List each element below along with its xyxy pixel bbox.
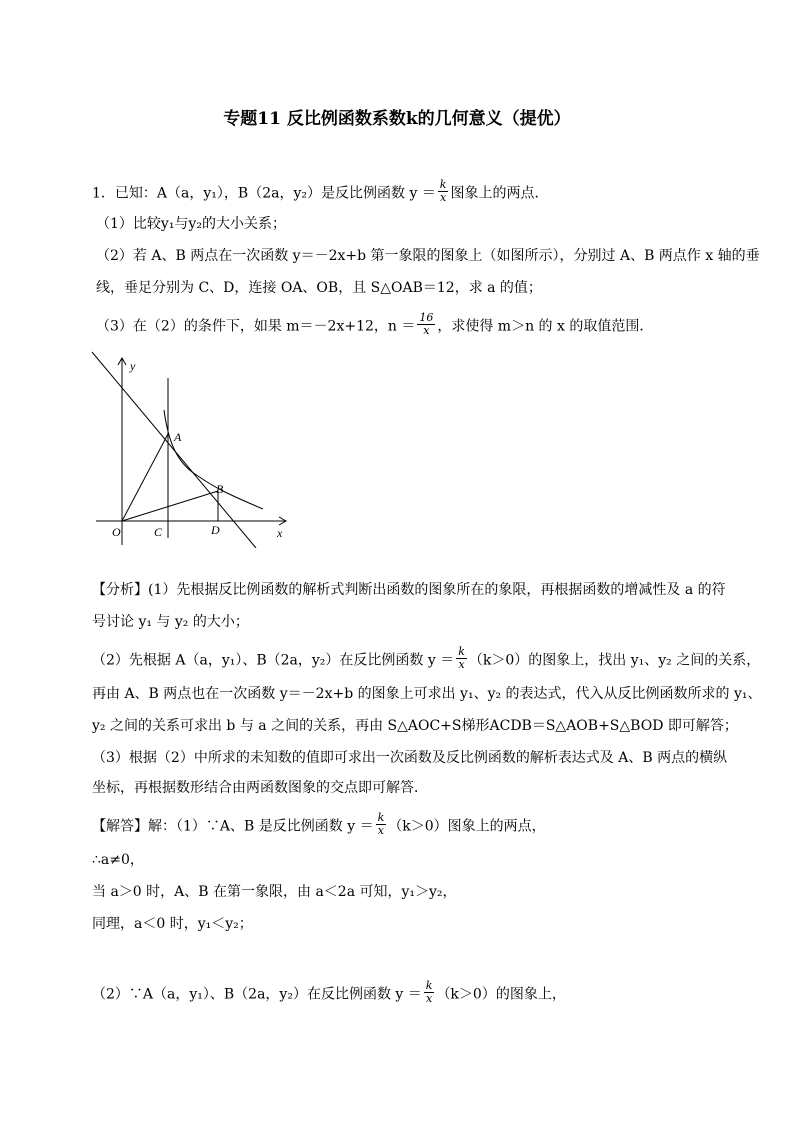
point-b-label: B — [216, 482, 224, 496]
y-equals: y ＝ — [409, 185, 436, 202]
frac-numerator: 16 — [419, 311, 434, 324]
solution-line-1 — [92, 811, 546, 839]
frac-numerator: k — [425, 979, 433, 992]
point-c-label: C — [154, 525, 163, 539]
fraction-k-over-x — [438, 179, 449, 204]
analysis-line-2: 号讨论 y₁ 与 y₂ 的大小； — [92, 614, 249, 630]
question-1-part-2-line-2: 线，垂足分别为 C、D，连接 OA、OB，且 S△OAB＝12，求 a 的值； — [96, 280, 542, 296]
analysis-line-5: y₂ 之间的关系可求出 b 与 a 之间的关系，再由 S△AOC+S梯形ACDB＝S△AOB+S△BOD 即可解答； — [92, 718, 738, 734]
page-title: 专题11 反比例函数系数k的几何意义（提优） — [223, 109, 571, 129]
intro-mid: 是反比例函数 — [320, 185, 405, 202]
point-a-label: A — [174, 430, 182, 444]
intro-tail: 图象上的两点． — [450, 185, 549, 202]
origin-label: O — [112, 525, 121, 539]
analysis-line-6: （3）根据（2）中所求的未知数的值即可求出一次函数及反比例函数的解析表达式及 A、B 两点的横纵 — [92, 750, 728, 766]
analysis-line-3 — [92, 645, 761, 673]
part-3-lead: （3）在（2）的条件下，如果 m＝－2x+12，n ＝ — [96, 318, 416, 335]
frac-numerator: k — [377, 811, 385, 824]
fraction-k-over-x — [456, 646, 467, 671]
analysis-l3-tail: （k＞0）的图象上，找出 y₁、y₂ 之间的关系， — [468, 652, 761, 669]
point-d-label: D — [211, 523, 220, 537]
analysis-line-4: 再由 A、B 两点也在一次函数 y＝－2x+b 的图象上可求出 y₁、y₂ 的表达式，代入从反比例函数所求的 y₁、 — [92, 686, 762, 702]
solution-l5-tail: （k＞0）的图象上， — [436, 986, 566, 1003]
intro-lead: 已知： — [114, 185, 157, 202]
question-1-part-2-line-1: （2）若 A、B 两点在一次函数 y＝－2x+b 第一象限的图象上（如图所示），分别过 A、B 两点作 x 轴的垂 — [96, 248, 760, 264]
question-1-part-3 — [96, 311, 654, 339]
solution-l1-tail: （k＞0）图象上的两点， — [388, 818, 546, 835]
frac-denominator: x — [377, 824, 385, 837]
solution-l5-lead: （2）∵A（a，y₁）、B（2a，y₂）在反比例函数 y ＝ — [92, 986, 422, 1003]
question-number: 1． — [92, 185, 115, 202]
analysis-l3-lead: （2）先根据 A（a，y₁）、B（2a，y₂）在反比例函数 y ＝ — [92, 652, 455, 669]
frac-denominator: x — [440, 191, 447, 204]
solution-line-3: 当 a＞0 时，A、B 在第一象限，由 a＜2a 可知，y₁＞y₂， — [92, 884, 457, 900]
segment-ob — [122, 491, 218, 521]
question-1-intro — [92, 178, 549, 206]
solution-line-2: ∴a≠0， — [92, 852, 144, 868]
point-a-expr: A（a，y₁）， — [156, 185, 238, 202]
fraction-k-over-x — [424, 980, 435, 1005]
frac-denominator: x — [423, 324, 430, 337]
frac-numerator: k — [458, 645, 465, 658]
y-axis-label: y — [130, 359, 136, 373]
analysis-line-1: 【分析】(1）先根据反比例函数的解析式判断出函数的图象所在的象限，再根据函数的增减性及 a 的符 — [92, 582, 726, 598]
hyperbola-curve — [164, 410, 263, 509]
frac-numerator: k — [439, 178, 447, 191]
question-1-part-1: （1）比较y₁与y₂的大小关系； — [96, 216, 286, 232]
x-axis-label: x — [277, 526, 283, 540]
frac-denominator: x — [458, 658, 465, 671]
point-b-expr: B（2a，y₂） — [237, 185, 321, 202]
part-3-tail: ，求使得 m＞n 的 x 的取值范围． — [437, 318, 654, 335]
solution-line-4: 同理，a＜0 时，y₁＜y₂； — [92, 916, 253, 932]
solution-l1-lead: 【解答】解：（1）∵A、B 是反比例函数 y ＝ — [92, 818, 374, 835]
function-graph-figure — [90, 348, 300, 548]
fraction-16-over-x — [417, 312, 435, 337]
analysis-line-7: 坐标，再根据数形结合由两函数图象的交点即可解答． — [92, 780, 428, 796]
segment-oa — [122, 434, 168, 521]
frac-denominator: x — [425, 992, 433, 1005]
solution-line-5 — [92, 979, 566, 1007]
fraction-k-over-x — [376, 812, 387, 837]
